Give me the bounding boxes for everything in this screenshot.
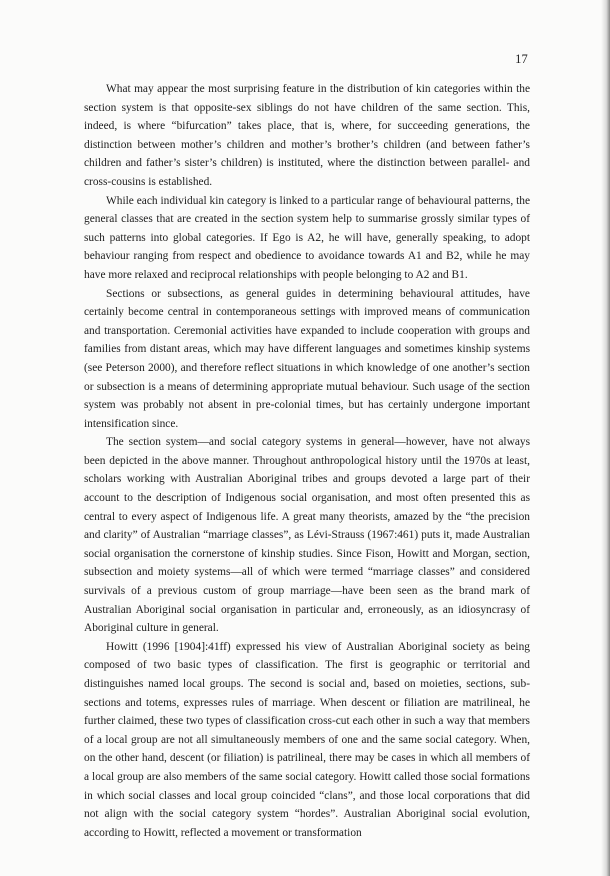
page-number: 17 bbox=[515, 52, 528, 66]
paragraph-4: The section system—and social category systems in general—however, have not always been depicted in the above manner. Throughout anthropological history until the 1970s at least, scholars working with Australian Aboriginal tribes and groups devoted a large part of their account to the description of Indigenous social organisation, and most often presented this as central to every aspect of Indigenous life. A great many theorists, amazed by the “the precision and clarity” of Australian “marriage classes”, as Lévi-Strauss (1967:461) puts it, made Australian social organisation the cornerstone of kinship studies. Since Fison, Howitt and Morgan, section, subsection and moiety systems—all of which were termed “marriage classes” and considered survivals of a previous custom of group marriage—have been seen as the brand mark of Australian Aboriginal social organisation in particular and, erroneously, as an idiosyncrasy of Aboriginal culture in general. bbox=[84, 436, 530, 635]
paragraph-1: What may appear the most surprising feature in the distribution of kin categories within the section system is that opposite-sex siblings do not have children of the same section. This, indeed, is where “bifurcation” takes place, that is, where, for succeeding generations, the distinction between mother’s children and mother’s brother’s children (and between father’s children and father’s sister’s children) is instituted, where the distinction between parallel- and cross-cousins is established. bbox=[84, 83, 530, 188]
page-edge-shadow bbox=[601, 0, 610, 876]
body-text bbox=[84, 80, 530, 842]
paragraph-5: Howitt (1996 [1904]:41ff) expressed his view of Australian Aboriginal society as being composed of two basic types of classification. The first is geographic or territorial and distinguishes named local groups. The second is social and, based on moieties, sections, sub-sections and totems, expresses rules of marriage. When descent or filiation are matrilineal, he further claimed, these two types of classification cross-cut each other in such a way that members of a local group are not all simultaneously members of one and the same social category. When, on the other hand, descent (or filiation) is patrilineal, there may be cases in which all members of a local group are also members of the same social category. Howitt called those social formations in which social classes and local group coincided “clans”, and those local corporations that did not align with the social category system “hordes”. Australian Aboriginal social evolution, according to Howitt, reflected a movement or transformation bbox=[84, 640, 530, 839]
paragraph-2: While each individual kin category is linked to a particular range of behavioural patterns, the general classes that are created in the section system help to summarise grossly similar types of such patterns into global categories. If Ego is A2, he will have, generally speaking, to adopt behaviour ranging from respect and obedience to avoidance towards A1 and B2, while he may have more relaxed and reciprocal relationships with people belonging to A2 and B1. bbox=[84, 194, 530, 281]
paragraph-3: Sections or subsections, as general guides in determining behavioural attitudes, have certainly become central in contemporaneous settings with improved means of communication and transportation. Ceremonial activities have expanded to include cooperation with groups and families from distant areas, which may have different languages and sometimes kinship systems (see Peterson 2000), and therefore reflect situations in which knowledge of one another’s section or subsection is a means of determining appropriate mutual behaviour. Such usage of the section system was probably not absent in pre-colonial times, but has certainly undergone important intensification since. bbox=[84, 287, 530, 430]
